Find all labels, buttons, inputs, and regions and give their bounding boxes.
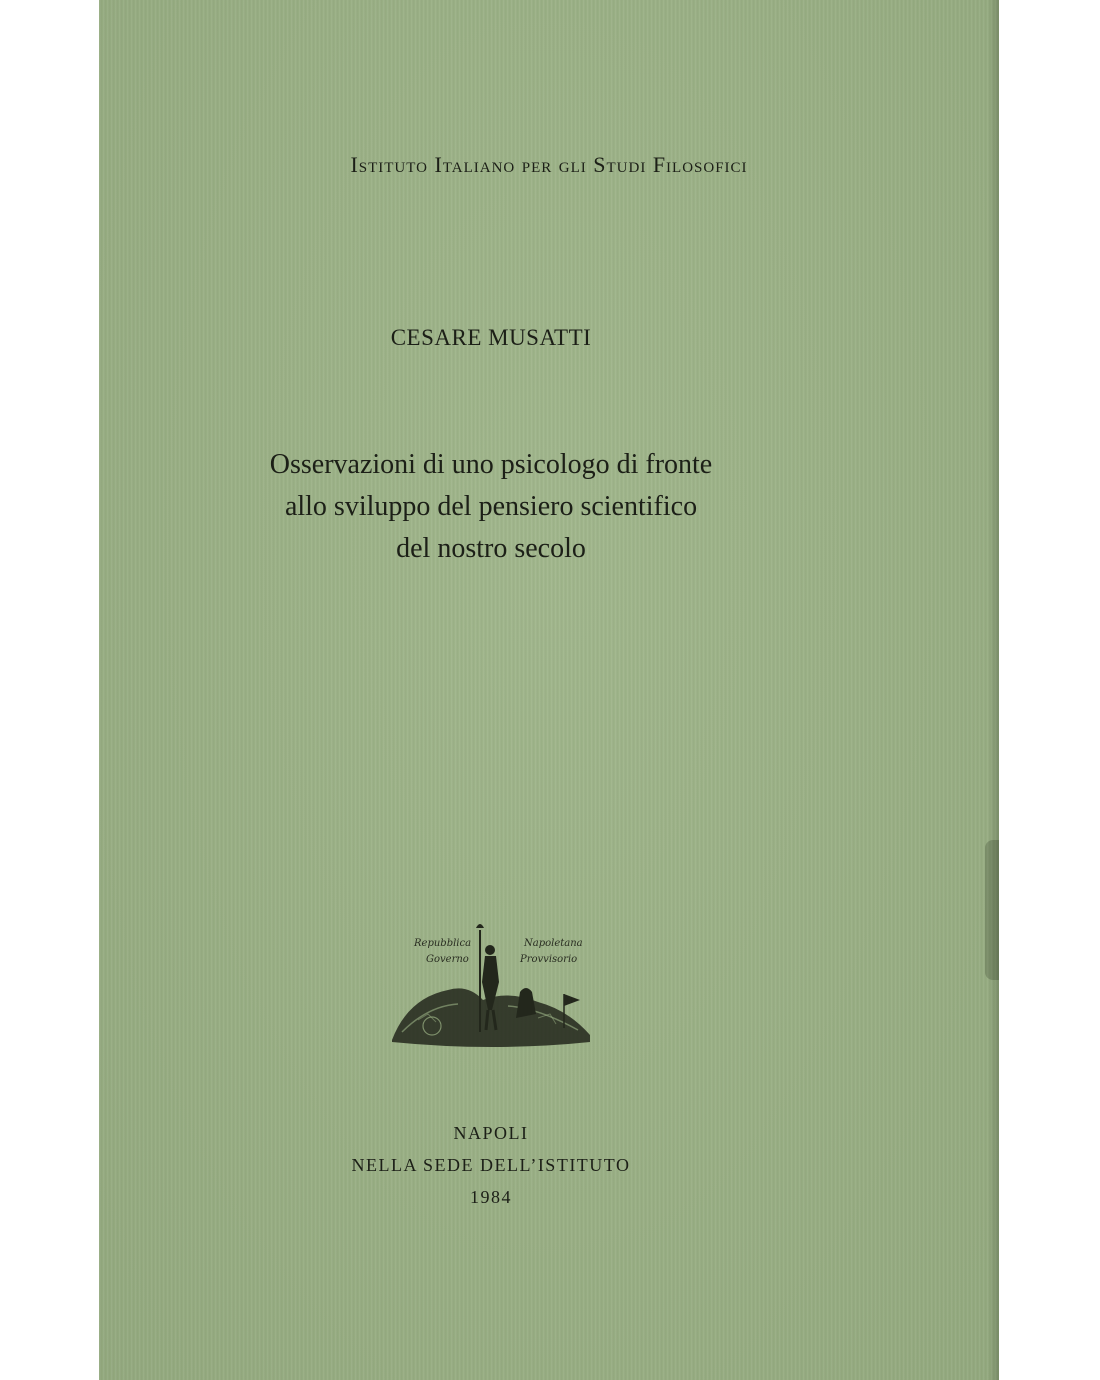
imprint-year: 1984 [470,1187,512,1207]
institute-name: Istituto Italiano per gli Studi Filosofici [350,152,748,177]
emblem-label: Provvisorio [520,954,578,965]
imprint-city: NAPOLI [453,1123,529,1143]
title-line: del nostro secolo [396,533,586,564]
page-margin [999,0,1100,1380]
title-line: allo sviluppo del pensiero scientifico [284,491,698,522]
title-line: Osservazioni di uno psicologo di fronte [269,449,713,480]
emblem-drawing [388,920,598,1055]
imprint-publisher: NELLA SEDE DELL’ISTITUTO [351,1155,631,1175]
emblem-label: Governo [426,954,469,965]
emblem-label: Repubblica [414,938,472,949]
emblem-label: Napoletana [524,938,583,949]
author-name: CESARE MUSATTI [390,325,592,350]
republic-emblem-icon [388,920,598,1055]
imprint [99,1117,883,1213]
book-title [99,444,883,570]
